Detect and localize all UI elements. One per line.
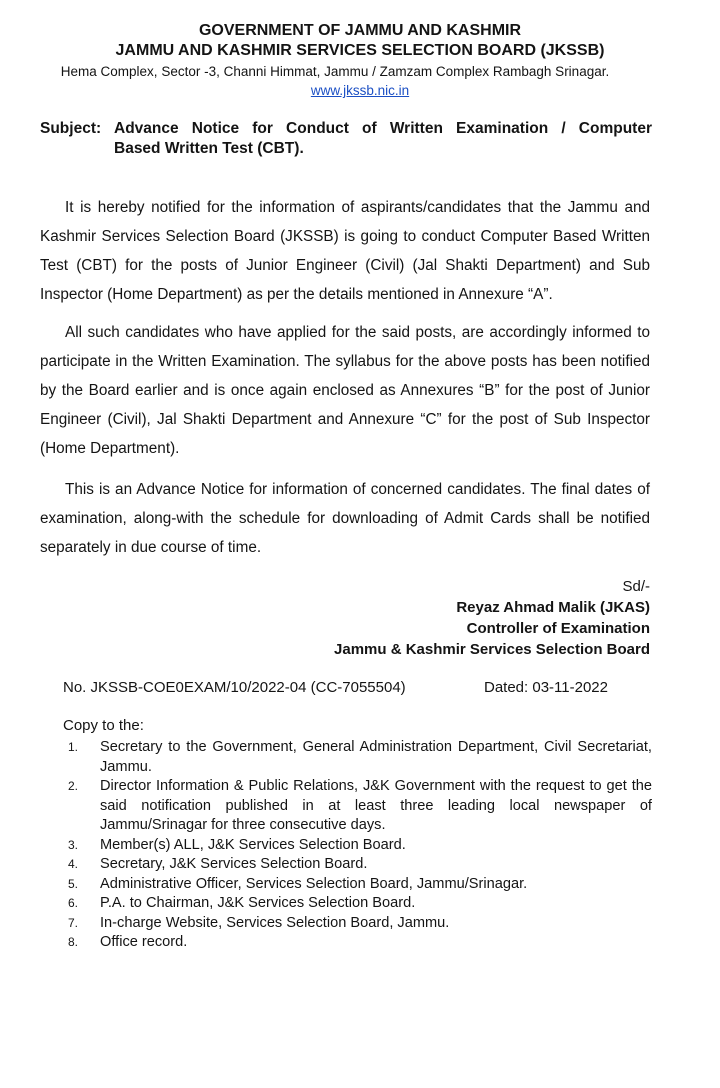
list-item-number: 6. bbox=[68, 896, 79, 910]
list-item-text: P.A. to Chairman, J&K Services Selection Board. bbox=[100, 895, 416, 911]
website-link[interactable]: www.jkssb.nic.in bbox=[310, 83, 410, 98]
body-paragraph-2: All such candidates who have applied for the said posts, are accordingly informed to participate in the Written Examination. The syllabus for the above posts has been notified by the Board earlier and is once again enclosed as Annexures “B” for the post of Junior Engineer (Civil), Jal Shakti Department and Annexure “C” for the post of Sub Inspector (Home Department). bbox=[40, 324, 650, 457]
list-item bbox=[40, 777, 652, 836]
reference-number: No. JKSSB-COE0EXAM/10/2022-04 (CC-7055504) bbox=[63, 679, 406, 696]
list-item bbox=[40, 855, 652, 875]
list-item-number: 2. bbox=[68, 779, 79, 793]
list-item bbox=[40, 836, 652, 856]
list-item-text: Administrative Officer, Services Selection Board, Jammu/Srinagar. bbox=[100, 875, 528, 892]
body-paragraph-1: It is hereby notified for the information of aspirants/candidates that the Jammu and Kashmir Services Selection Board (JKSSB) is going to conduct Computer Based Written Test (CBT) for the posts of Junior Engineer (Civil) (Jal Shakti Department) and Sub Inspector (Home Department) as per the details mentioned in Annexure “A”. bbox=[40, 199, 650, 303]
board-address: Hema Complex, Sector -3, Channi Himmat, Jammu / Zamzam Complex Rambagh Srinagar. bbox=[60, 64, 610, 79]
list-item-text: Director Information & Public Relations, J&K Government with the request to get the said notification published in at least three leading local newspaper of Jammu/Srinagar for three consecutive days. bbox=[100, 778, 652, 833]
subject-line-2: Based Written Test (CBT). bbox=[114, 140, 304, 157]
list-item-number: 8. bbox=[68, 935, 79, 949]
signature-sd: Sd/- bbox=[622, 578, 650, 595]
list-item-number: 3. bbox=[68, 837, 79, 852]
list-item-number: 1. bbox=[68, 740, 79, 754]
list-item-number: 4. bbox=[68, 857, 79, 871]
board-heading: JAMMU AND KASHMIR SERVICES SELECTION BOARD (JKSSB) bbox=[115, 42, 605, 59]
list-item bbox=[40, 738, 652, 777]
list-item-text: Secretary to the Government, General Administration Department, Civil Secretariat, Jammu. bbox=[100, 739, 652, 775]
copy-to-heading: Copy to the: bbox=[63, 717, 144, 734]
government-heading: GOVERNMENT OF JAMMU AND KASHMIR bbox=[198, 22, 522, 39]
list-item-number: 7. bbox=[68, 915, 79, 930]
list-item bbox=[40, 875, 652, 895]
signatory-name: Reyaz Ahmad Malik (JKAS) bbox=[456, 599, 650, 616]
list-item-text: Member(s) ALL, J&K Services Selection Board. bbox=[100, 836, 406, 853]
list-item-text: In-charge Website, Services Selection Board, Jammu. bbox=[100, 914, 450, 931]
list-item bbox=[40, 914, 652, 934]
list-item-text: Office record. bbox=[100, 934, 188, 950]
list-item bbox=[40, 933, 652, 953]
copy-to-list bbox=[40, 738, 652, 953]
body-paragraph-3: This is an Advance Notice for information of concerned candidates. The final dates of examination, along-with the schedule for downloading of Admit Cards shall be notified separately in due course of time. bbox=[40, 481, 650, 556]
issue-date: Dated: 03-11-2022 bbox=[484, 679, 608, 696]
list-item-number: 5. bbox=[68, 876, 79, 891]
signatory-designation: Controller of Examination bbox=[466, 620, 650, 637]
subject-block bbox=[40, 119, 652, 157]
list-item-text: Secretary, J&K Services Selection Board. bbox=[100, 856, 368, 872]
subject-line-1: Advance Notice for Conduct of Written Examination / Computer bbox=[114, 120, 652, 137]
list-item bbox=[40, 894, 652, 914]
subject-label: Subject: bbox=[40, 120, 102, 137]
signatory-organization: Jammu & Kashmir Services Selection Board bbox=[334, 641, 650, 658]
